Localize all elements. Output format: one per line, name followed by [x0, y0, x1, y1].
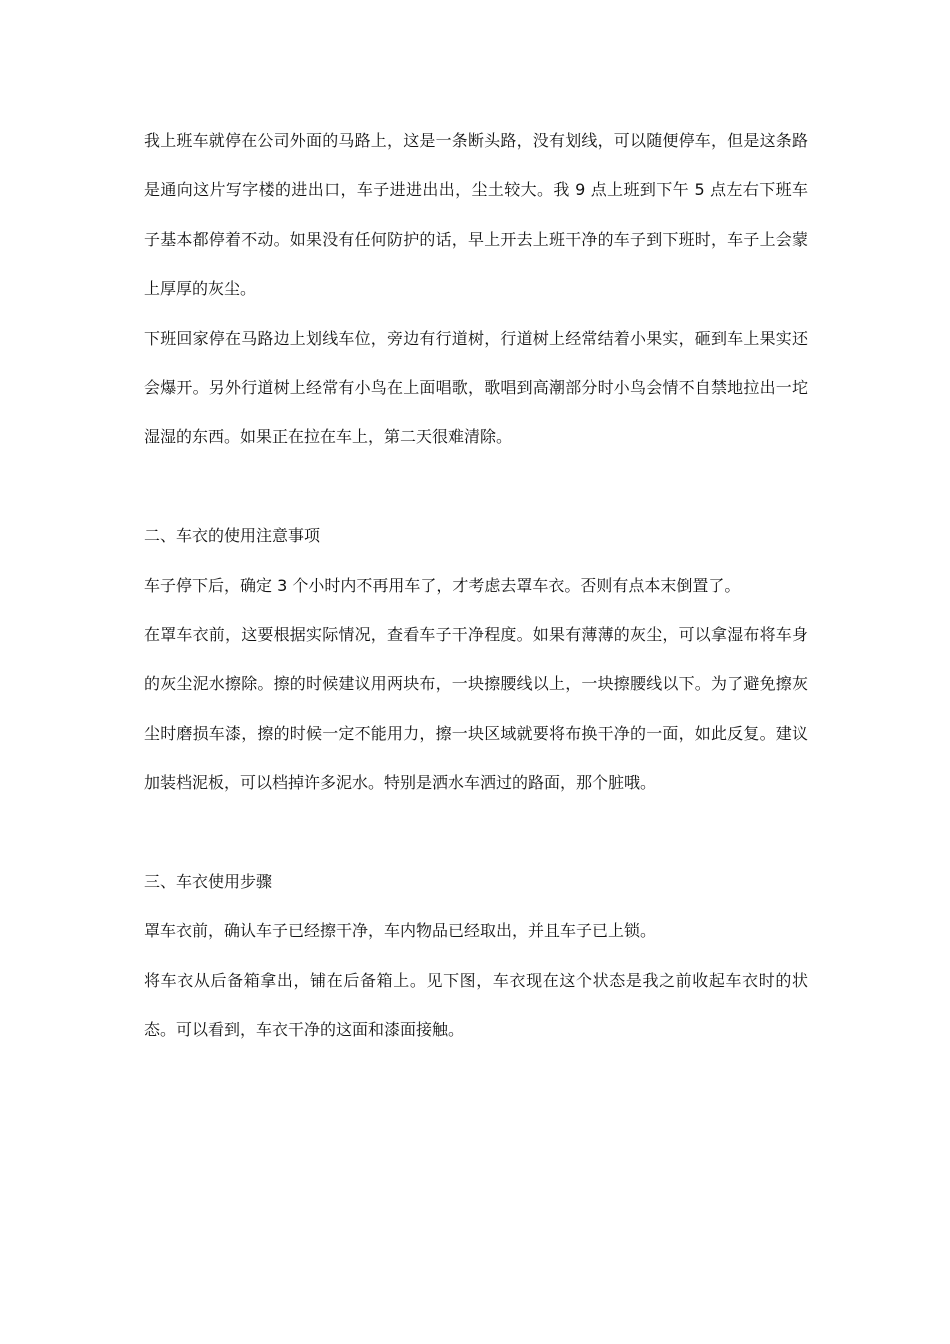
- section-spacer: [144, 808, 808, 857]
- section-spacer: [144, 462, 808, 511]
- paragraph-cleaning-before-cover: 在罩车衣前，这要根据实际情况，查看车子干净程度。如果有薄薄的灰尘，可以拿湿布将车身的灰尘泥水擦除。擦的时候建议用两块布，一块擦腰线以上，一块擦腰线以下。为了避免擦灰尘时磨损车漆，擦的时候一定不能用力，擦一块区域就要将布换干净的一面，如此反复。建议加装档泥板，可以档掉许多泥水。特别是洒水车洒过的路面，那个脏哦。: [144, 625, 808, 793]
- document-body: [144, 116, 808, 1055]
- paragraph-when-to-cover: 车子停下后，确定 3 个小时内不再用车了，才考虑去罩车衣。否则有点本末倒置了。: [144, 575, 741, 595]
- paragraph-office-parking: 我上班车就停在公司外面的马路上，这是一条断头路，没有划线，可以随便停车，但是这条路是通向这片写字楼的进出口，车子进进出出，尘土较大。我 9 点上班到下午 5 点左右下班车子基本都停着不动。如果没有任何防护的话，早上开去上班干净的车子到下班时，车子上会蒙上厚厚的灰尘。: [144, 131, 808, 299]
- paragraph-step-prepare: 罩车衣前，确认车子已经擦干净，车内物品已经取出，并且车子已上锁。: [144, 921, 657, 941]
- paragraph-step-unfold: 将车衣从后备箱拿出，铺在后备箱上。见下图，车衣现在这个状态是我之前收起车衣时的状态。可以看到，车衣干净的这面和漆面接触。: [144, 970, 808, 1040]
- section-heading-steps: 三、车衣使用步骤: [144, 872, 273, 892]
- paragraph-home-parking: 下班回家停在马路边上划线车位，旁边有行道树，行道树上经常结着小果实，砸到车上果实还会爆开。另外行道树上经常有小鸟在上面唱歌，歌唱到高潮部分时小鸟会情不自禁地拉出一坨湿湿的东西。如果正在拉在车上，第二天很难清除。: [144, 328, 808, 447]
- section-heading-precautions: 二、车衣的使用注意事项: [144, 526, 321, 546]
